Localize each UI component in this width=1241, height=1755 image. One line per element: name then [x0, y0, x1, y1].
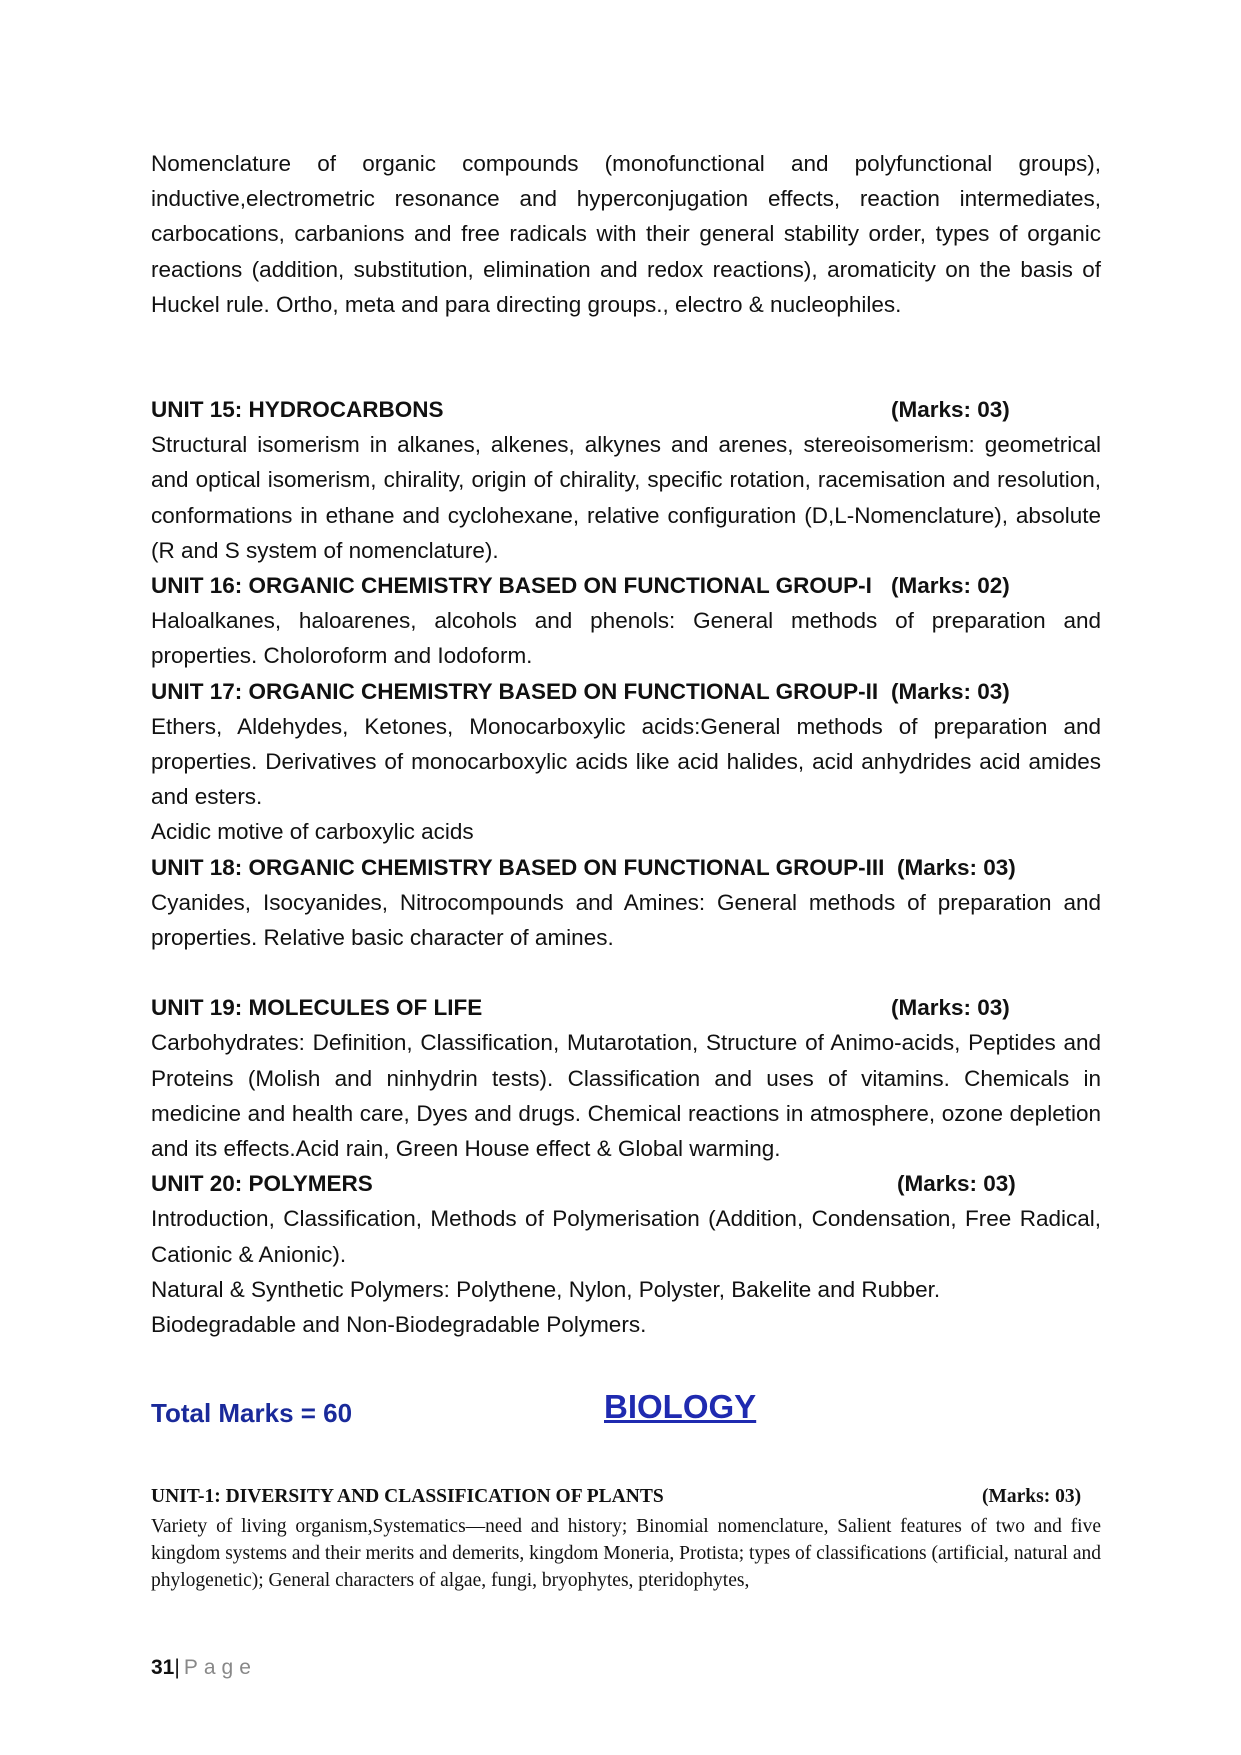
footer-separator: | [174, 1656, 180, 1679]
unit-title: UNIT 20: POLYMERS [151, 1171, 373, 1197]
unit-17-paragraph-2: Acidic motive of carboxylic acids [151, 819, 474, 845]
unit-16-heading [151, 568, 1101, 603]
unit-marks: (Marks: 03) [891, 995, 1010, 1021]
unit-marks: (Marks: 03) [982, 1486, 1082, 1507]
unit-20-paragraph-2: Natural & Synthetic Polymers: Polythene, Nylon, Polyster, Bakelite and Rubber. [151, 1276, 941, 1302]
unit-18-paragraph: Cyanides, Isocyanides, Nitrocompounds and Amines: General methods of preparation and properties. Relative basic character of amines. [151, 889, 1101, 950]
unit-20-paragraph: Introduction, Classification, Methods of Polymerisation (Addition, Condensation, Free Radical, Cationic & Anionic). [151, 1206, 1101, 1267]
unit-title: UNIT-1: DIVERSITY AND CLASSIFICATION OF PLANTS [151, 1486, 664, 1507]
chemistry-content [151, 146, 1101, 1342]
unit-20-paragraph-3: Biodegradable and Non-Biodegradable Polymers. [151, 1312, 647, 1337]
page-footer [151, 1656, 257, 1680]
unit-marks: (Marks: 03) [897, 854, 1016, 880]
unit-17-heading [151, 674, 1101, 709]
biology-unit-paragraph: Variety of living organism,Systematics—need and history; Binomial nomenclature, Salient features of two and five kingdom systems and their merits and demerits, kingdom Moneria, Protista; types of classifications (artificial, natural and phylogenetic); General characters of algae, fungi, bryophytes, pteridophytes, [151, 1516, 1101, 1592]
unit-marks: (Marks: 02) [891, 573, 1010, 599]
total-marks: Total Marks = 60 [151, 1398, 353, 1428]
section-title: BIOLOGY [604, 1388, 757, 1425]
unit-marks: (Marks: 03) [891, 678, 1010, 704]
unit-title: UNIT 15: HYDROCARBONS [151, 397, 444, 423]
unit-19-paragraph: Carbohydrates: Definition, Classification, Mutarotation, Structure of Animo-acids, Peptides and Proteins (Molish and ninhydrin tests). Classification and uses of vitamins. Chemicals in medicine and health care, Dyes and drugs. Chemical reactions in atmosphere, ozone depletion and its effects.Acid rain, Green House effect & Global warming. [151, 1030, 1101, 1161]
unit-17-paragraph: Ethers, Aldehydes, Ketones, Monocarboxylic acids:General methods of preparation and properties. Derivatives of monocarboxylic acids like acid halides, acid anhydrides acid amides and esters. [151, 713, 1101, 810]
unit-20-heading [151, 1166, 1101, 1201]
unit-19-heading [151, 990, 1101, 1025]
unit-title: UNIT 17: ORGANIC CHEMISTRY BASED ON FUNCTIONAL GROUP-II [151, 678, 879, 704]
spacer [151, 322, 1101, 392]
unit-title: UNIT 16: ORGANIC CHEMISTRY BASED ON FUNCTIONAL GROUP-I [151, 573, 872, 599]
unit-15-heading [151, 392, 1101, 427]
unit-title: UNIT 18: ORGANIC CHEMISTRY BASED ON FUNCTIONAL GROUP-III [151, 854, 885, 880]
page-number: 31 [151, 1656, 175, 1679]
unit-16-paragraph: Haloalkanes, haloarenes, alcohols and phenols: General methods of preparation and properties. Choloroform and Iodoform. [151, 608, 1101, 669]
intro-paragraph: Nomenclature of organic compounds (monofunctional and polyfunctional groups), inductive,electrometric resonance and hyperconjugation effects, reaction intermediates, carbocations, carbanions and free radicals with their general stability order, types of organic reactions (addition, substitution, elimination and redox reactions), aromaticity on the basis of Huckel rule. Ortho, meta and para directing groups., electro & nucleophiles. [151, 151, 1101, 317]
spacer [151, 955, 1101, 990]
unit-marks: (Marks: 03) [897, 1171, 1016, 1197]
biology-unit-heading [151, 1483, 1101, 1513]
unit-18-heading [151, 850, 1101, 885]
biology-header [151, 1388, 1101, 1438]
page-label: Page [183, 1656, 257, 1679]
unit-title: UNIT 19: MOLECULES OF LIFE [151, 995, 483, 1021]
unit-15-paragraph: Structural isomerism in alkanes, alkenes, alkynes and arenes, stereoisomerism: geometrical and optical isomerism, chirality, origin of chirality, specific rotation, racemisation and resolution, conformations in ethane and cyclohexane, relative configuration (D,L-Nomenclature), absolute (R and S system of nomenclature). [151, 432, 1101, 563]
unit-marks: (Marks: 03) [891, 397, 1010, 423]
biology-unit [151, 1483, 1101, 1595]
